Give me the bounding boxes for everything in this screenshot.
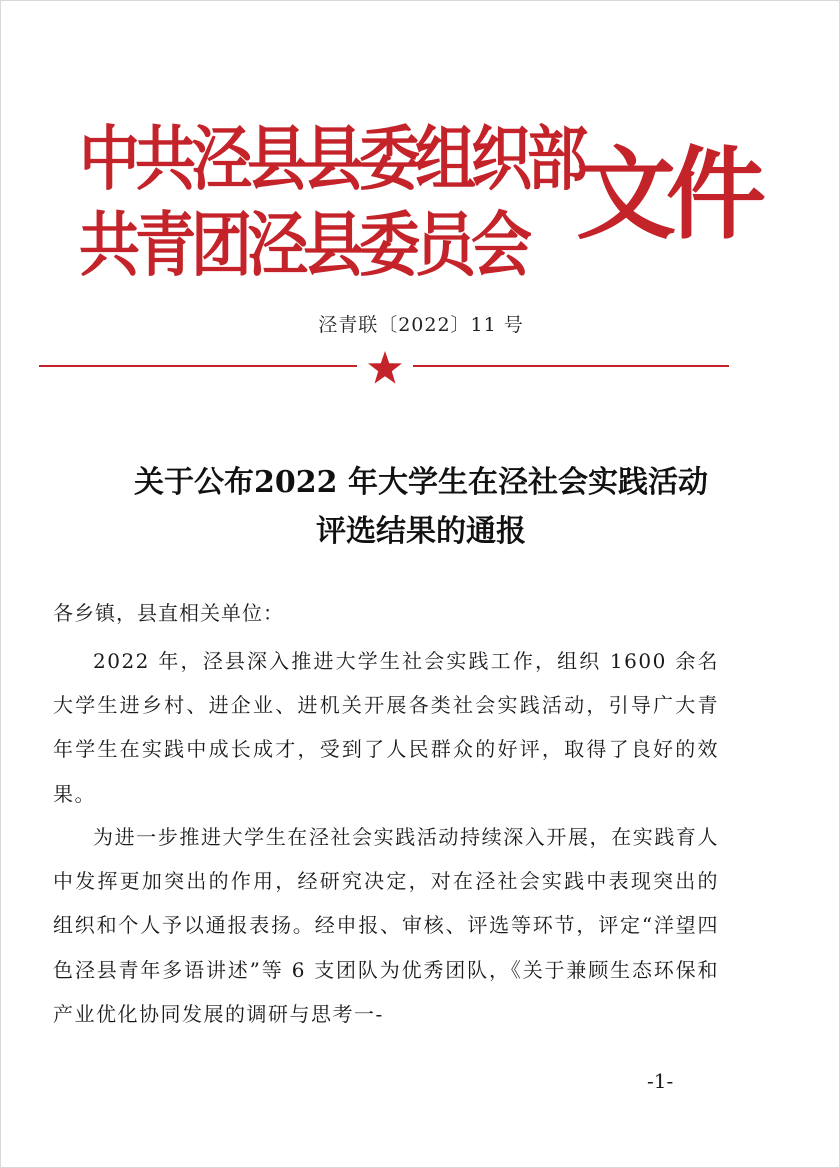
divider-rule-left	[39, 365, 357, 367]
document-title-line-1: 关于公布2022 年大学生在泾社会实践活动	[134, 465, 708, 500]
salutation: 各乡镇，县直相关单位：	[53, 601, 284, 625]
page-number: -1-	[647, 1069, 674, 1093]
document-header	[79, 113, 756, 293]
divider-rule-right	[413, 365, 729, 367]
star-icon	[367, 350, 403, 386]
document-type-label: 文件	[576, 136, 756, 253]
issuer-line-2: 共青团泾县委员会	[79, 204, 528, 287]
star-shape	[368, 351, 402, 384]
body-paragraph-1: 2022 年，泾县深入推进大学生社会实践工作，组织 1600 余名大学生进乡村、进企业、进机关开展各类社会实践活动，引导广大青年学生在实践中成长成才，受到了人民群众的好评，取得了良好的效果。	[53, 649, 719, 806]
document-number: 泾青联〔2022〕11 号	[318, 314, 524, 336]
document-title-line-2: 评选结果的通报	[316, 514, 526, 549]
issuer-line-1: 中共泾县县委组织部	[79, 118, 584, 201]
body-paragraph-2: 为进一步推进大学生在泾社会实践活动持续深入开展，在实践育人中发挥更加突出的作用，经研究决定，对在泾社会实践中表现突出的组织和个人予以通报表扬。经申报、审核、评选等环节，评定“洋望四色泾县青年多语讲述”等 6 支团队为优秀团队，《关于兼顾生态环保和产业优化协同发展的调研与思考一-	[53, 825, 719, 1026]
